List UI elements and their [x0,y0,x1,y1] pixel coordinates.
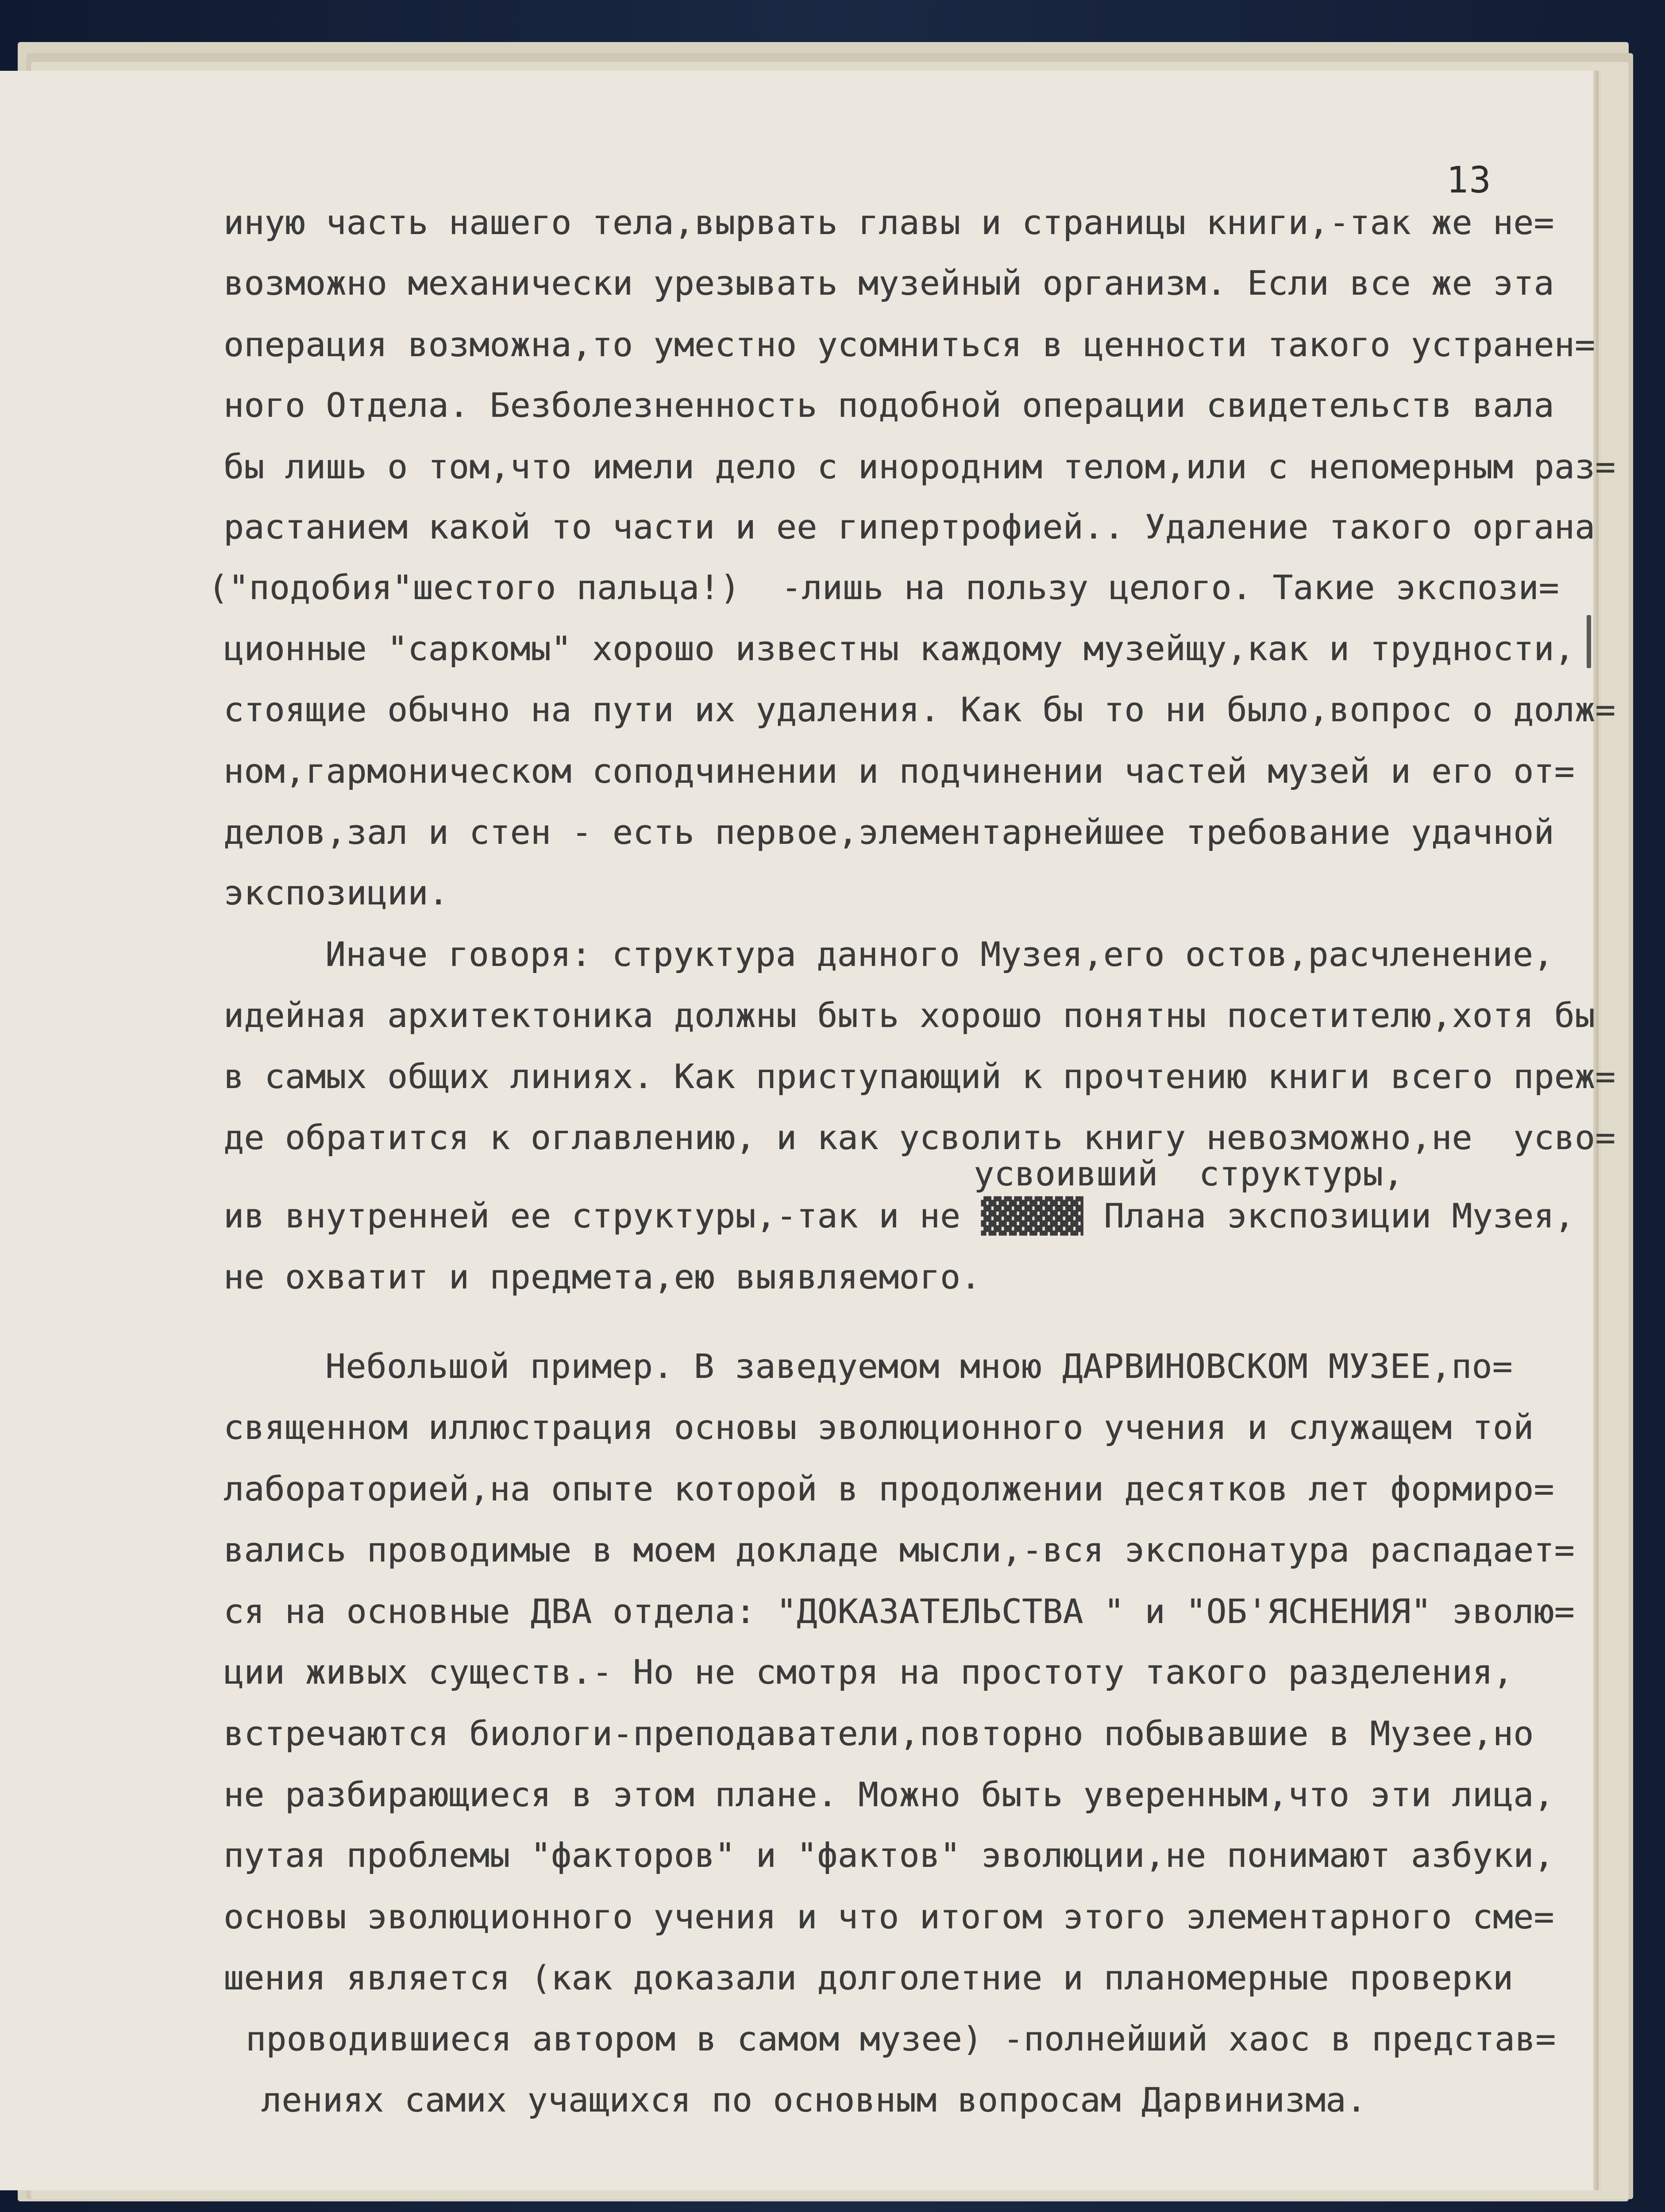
text-line: лабораторией,на опыте которой в продолжении десятков лет формиро= [224,1469,1554,1508]
text-line: вались проводимые в моем докладе мысли,-вся экспонатура распадает= [224,1530,1575,1570]
text-line: де обратится к оглавлению, и как усволить книгу невозможно,не усво= [224,1118,1616,1157]
margin-mark [1587,615,1591,668]
text-line: идейная архитектоника должны быть хорошо понятны посетителю,хотя бы [224,996,1596,1035]
text-line: возможно механически урезывать музейный организм. Если все же эта [224,263,1554,303]
text-line: делов,зал и стен - есть первое,элементарнейшее требование удачной [224,812,1554,852]
text-line: Иначе говоря: структура данного Музея,его остов,расчленение, [325,935,1554,974]
text-line: экспозиции. [224,873,449,912]
text-line: бы лишь о том,что имели дело с инородним телом,или с непомерным раз= [224,447,1616,486]
text-line: встречаются биологи-преподаватели,повторно побывавшие в Музее,но [224,1714,1534,1753]
typewritten-page [0,71,1616,2190]
text-line: основы эволюционного учения и что итогом этого элементарного сме= [224,1897,1554,1936]
text-line: не разбирающиеся в этом плане. Можно быть уверенным,что эти лица, [224,1775,1554,1814]
text-line: ся на основные ДВА отдела: "ДОКАЗАТЕЛЬСТВА " и "ОБ'ЯСНЕНИЯ" эволю= [224,1592,1575,1631]
text-line: стоящие обычно на пути их удаления. Как бы то ни было,вопрос о долж= [224,690,1616,729]
text-line: ном,гармоническом соподчинении и подчинении частей музей и его от= [224,751,1575,791]
text-line: ного Отдела. Безболезненность подобной операции свидетельств вала [224,385,1554,425]
text-line: операция возможна,то уместно усомниться в ценности такого устранен= [224,325,1596,364]
text-line: в самых общих линиях. Как приступающий к прочтению книги всего преж= [224,1057,1616,1096]
text-line: ("подобия"шестого пальца!) -лишь на пользу целого. Такие экспози= [208,568,1559,607]
text-line: шения является (как доказали долголетние и планомерные проверки [224,1958,1514,1997]
text-line: проводившиеся автором в самом музее) -полнейший хаос в представ= [246,2019,1556,2058]
page-number: 13 [1446,159,1492,201]
text-line: ционные "саркомы" хорошо известны каждому музейщу,как и трудности, [224,629,1575,668]
text-line: лениях самих учащихся по основным вопросам Дарвинизма. [261,2080,1367,2120]
text-line: не охватит и предмета,ею выявляемого. [224,1257,981,1296]
text-line: священном иллюстрация основы эволюционного учения и служащем той [224,1408,1534,1447]
text-line: ции живых существ.- Но не смотря на простоту такого разделения, [224,1652,1514,1692]
text-line: ив внутренней ее структуры,-так и не ▓▓▓▓▓ Плана экспозиции Музея, [224,1196,1575,1235]
text-line: Небольшой пример. В заведуемом мною ДАРВИНОВСКОМ МУЗЕЕ,по= [325,1346,1513,1386]
text-line: иную часть нашего тела,вырвать главы и страницы книги,-так же не= [224,203,1554,242]
text-line: путая проблемы "факторов" и "фактов" эволюции,не понимают азбуки, [224,1835,1554,1875]
text-line: растанием какой то части и ее гипертрофией.. Удаление такого органа [224,507,1596,546]
interlinear-correction: усвоивший структуры, [974,1154,1404,1193]
